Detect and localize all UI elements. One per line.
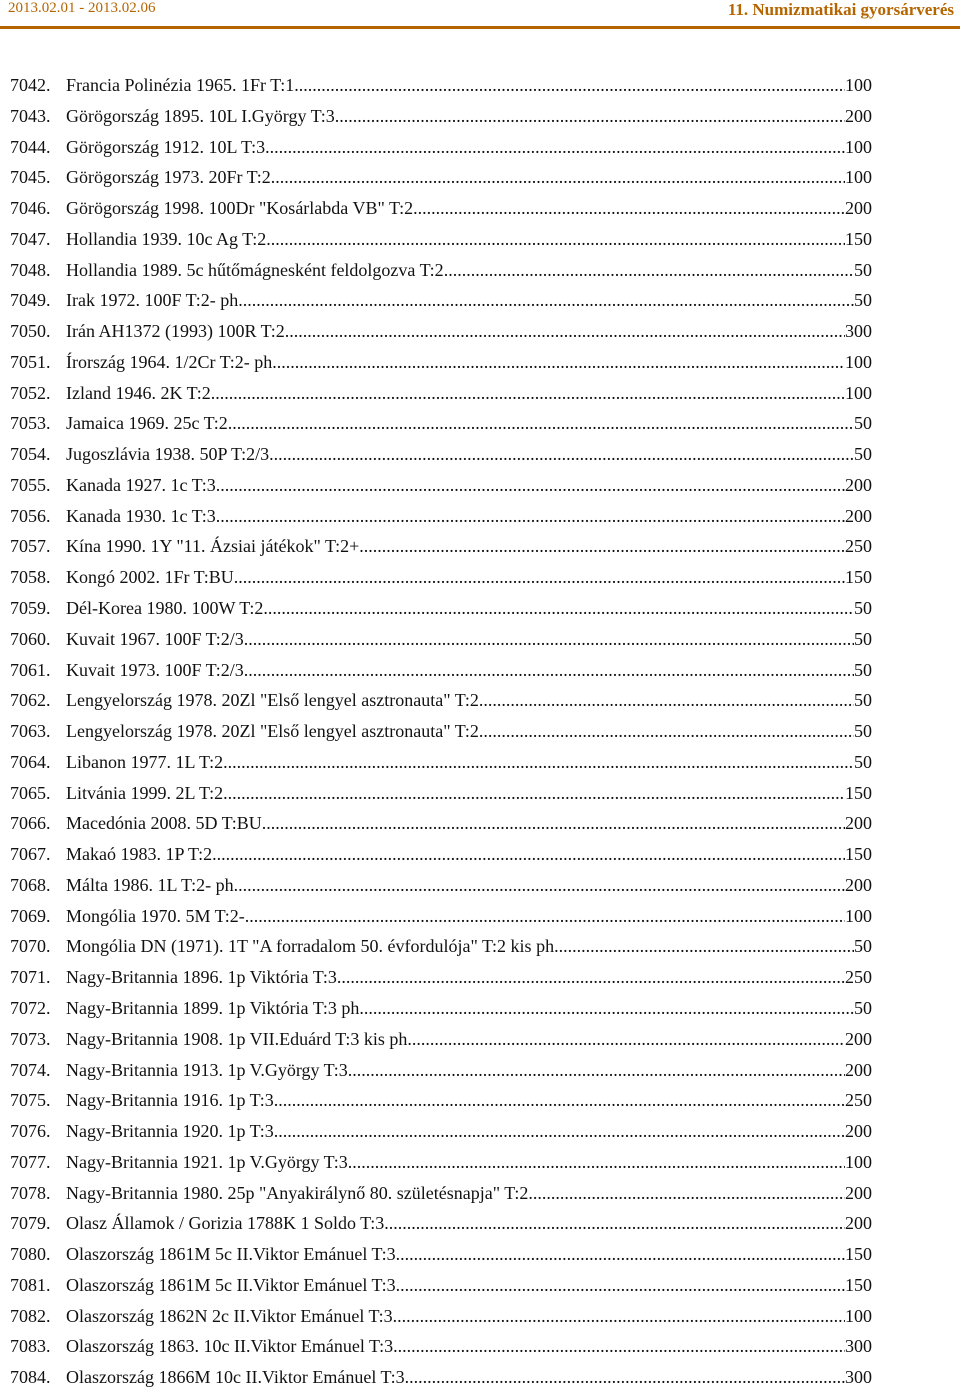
- lot-number: 7080.: [10, 1244, 51, 1265]
- lot-row: [10, 347, 872, 378]
- lot-description: Jugoszlávia 1938. 50P T:2/3: [66, 444, 270, 465]
- lot-number: 7051.: [10, 351, 51, 372]
- lot-number: 7071.: [10, 967, 51, 988]
- lot-row: [10, 839, 872, 870]
- dot-leader: [405, 1362, 845, 1393]
- lot-number: 7076.: [10, 1121, 51, 1142]
- dot-leader: [359, 531, 845, 562]
- lot-description: Nagy-Britannia 1908. 1p VII.Eduárd T:3 kis ph.: [66, 1028, 412, 1049]
- lot-description: Kanada 1930. 1c T:3: [66, 505, 216, 526]
- lot-description: Hollandia 1989. 5c hűtőmágnesként feldolgozva T:2: [66, 259, 444, 280]
- lot-starting-price: 50: [854, 751, 872, 772]
- lot-number: 7062.: [10, 690, 51, 711]
- lot-number: 7068.: [10, 874, 51, 895]
- dot-leader: [223, 747, 854, 778]
- lot-description: Görögország 1973. 20Fr T:2: [66, 167, 271, 188]
- lot-number: 7084.: [10, 1367, 51, 1388]
- dot-leader: [274, 1085, 845, 1116]
- dot-leader: [348, 1147, 845, 1178]
- dot-leader: [294, 70, 845, 101]
- lot-description: Mongólia DN (1971). 1T "A forradalom 50. évfordulója" T:2 kis ph.: [66, 936, 559, 957]
- lot-starting-price: 200: [845, 1213, 872, 1234]
- lot-number: 7065.: [10, 782, 51, 803]
- dot-leader: [244, 655, 854, 686]
- lot-description: Hollandia 1939. 10c Ag T:2: [66, 228, 267, 249]
- lot-row: [10, 1178, 872, 1209]
- lot-row: [10, 685, 872, 716]
- lot-description: Görögország 1895. 10L I.György T:3: [66, 105, 335, 126]
- lot-description: Litvánia 1999. 2L T:2: [66, 782, 224, 803]
- lot-number: 7064.: [10, 751, 51, 772]
- lot-number: 7049.: [10, 290, 51, 311]
- dot-leader: [234, 562, 845, 593]
- dot-leader: [479, 716, 854, 747]
- lot-starting-price: 100: [845, 351, 872, 372]
- lot-row: [10, 1024, 872, 1055]
- lot-description: Olaszország 1862N 2c II.Viktor Emánuel T:3: [66, 1305, 393, 1326]
- lot-description: Mongólia 1970. 5M T:2-: [66, 905, 245, 926]
- lot-description: Lengyelország 1978. 20Zl "Első lengyel asztronauta" T:2: [66, 721, 479, 742]
- lot-starting-price: 200: [845, 105, 872, 126]
- lot-number: 7052.: [10, 382, 51, 403]
- lot-row: [10, 1331, 872, 1362]
- lot-starting-price: 100: [845, 905, 872, 926]
- lot-number: 7047.: [10, 228, 51, 249]
- lot-starting-price: 200: [845, 474, 872, 495]
- dot-leader: [479, 685, 854, 716]
- lot-description: Nagy-Britannia 1899. 1p Viktória T:3 ph.: [66, 997, 364, 1018]
- lot-row: [10, 870, 872, 901]
- lot-row: [10, 408, 872, 439]
- lot-number: 7070.: [10, 936, 51, 957]
- lot-number: 7082.: [10, 1305, 51, 1326]
- lot-row: [10, 962, 872, 993]
- dot-leader: [528, 1178, 845, 1209]
- lot-description: Nagy-Britannia 1980. 25p "Anyakirálynő 80. születésnapja" T:2: [66, 1182, 529, 1203]
- lot-starting-price: 100: [845, 136, 872, 157]
- lot-row: [10, 1362, 872, 1393]
- lot-description: Libanon 1977. 1L T:2: [66, 751, 224, 772]
- lot-starting-price: 250: [845, 536, 872, 557]
- lot-row: [10, 162, 872, 193]
- lot-number: 7044.: [10, 136, 51, 157]
- dot-leader: [245, 901, 845, 932]
- dot-leader: [266, 224, 845, 255]
- lot-number: 7081.: [10, 1274, 51, 1295]
- lot-number: 7053.: [10, 413, 51, 434]
- lot-starting-price: 50: [854, 413, 872, 434]
- lot-row: [10, 993, 872, 1024]
- lot-description: Makaó 1983. 1P T:2: [66, 844, 213, 865]
- lot-description: Macedónia 2008. 5D T:BU: [66, 813, 262, 834]
- lot-number: 7077.: [10, 1151, 51, 1172]
- lot-starting-price: 100: [845, 1151, 872, 1172]
- lot-starting-price: 150: [845, 1274, 872, 1295]
- lot-description: Olaszország 1863. 10c II.Viktor Emánuel T:3: [66, 1336, 394, 1357]
- lot-starting-price: 150: [845, 567, 872, 588]
- lot-description: Nagy-Britannia 1916. 1p T:3: [66, 1090, 274, 1111]
- lot-description: Kuvait 1967. 100F T:2/3: [66, 628, 244, 649]
- lot-row: [10, 1116, 872, 1147]
- dot-leader: [244, 624, 854, 655]
- dot-leader: [444, 255, 854, 286]
- dot-leader: [277, 347, 845, 378]
- dot-leader: [393, 1301, 845, 1332]
- lot-starting-price: 200: [845, 505, 872, 526]
- lot-description: Lengyelország 1978. 20Zl "Első lengyel asztronauta" T:2: [66, 690, 479, 711]
- lot-description: Írország 1964. 1/2Cr T:2- ph.: [66, 351, 277, 372]
- lot-row: [10, 1055, 872, 1086]
- dot-leader: [265, 132, 845, 163]
- lot-number: 7058.: [10, 567, 51, 588]
- lot-number: 7072.: [10, 997, 51, 1018]
- lot-description: Nagy-Britannia 1920. 1p T:3: [66, 1121, 274, 1142]
- lot-starting-price: 200: [845, 198, 872, 219]
- lot-starting-price: 50: [854, 444, 872, 465]
- lot-row: [10, 716, 872, 747]
- lot-row: [10, 1147, 872, 1178]
- lot-starting-price: 300: [845, 1336, 872, 1357]
- lot-row: [10, 378, 872, 409]
- lot-number: 7046.: [10, 198, 51, 219]
- lot-description: Irán AH1372 (1993) 100R T:2: [66, 321, 285, 342]
- lot-number: 7056.: [10, 505, 51, 526]
- dot-leader: [228, 408, 854, 439]
- lot-row: [10, 70, 872, 101]
- lot-row: [10, 778, 872, 809]
- lot-starting-price: 50: [854, 259, 872, 280]
- lot-starting-price: 250: [845, 967, 872, 988]
- lot-starting-price: 200: [845, 874, 872, 895]
- lot-starting-price: 100: [845, 167, 872, 188]
- lot-row: [10, 747, 872, 778]
- lot-starting-price: 150: [845, 228, 872, 249]
- lot-number: 7079.: [10, 1213, 51, 1234]
- lot-starting-price: 50: [854, 628, 872, 649]
- lot-row: [10, 255, 872, 286]
- page-header: [0, 0, 960, 26]
- lot-starting-price: 50: [854, 721, 872, 742]
- dot-leader: [559, 931, 854, 962]
- lot-starting-price: 100: [845, 75, 872, 95]
- dot-leader: [212, 839, 845, 870]
- lot-description: Olaszország 1861M 5c II.Viktor Emánuel T:3: [66, 1274, 396, 1295]
- lot-row: [10, 501, 872, 532]
- lot-number: 7055.: [10, 474, 51, 495]
- lot-description: Francia Polinézia 1965. 1Fr T:1: [66, 75, 295, 95]
- lot-list: [10, 70, 872, 1393]
- dot-leader: [348, 1055, 845, 1086]
- lot-starting-price: 200: [845, 1059, 872, 1080]
- lot-description: Olasz Államok / Gorizia 1788K 1 Soldo T:3: [66, 1213, 385, 1234]
- lot-number: 7050.: [10, 321, 51, 342]
- lot-starting-price: 50: [854, 598, 872, 619]
- lot-row: [10, 808, 872, 839]
- dot-leader: [393, 1331, 845, 1362]
- dot-leader: [211, 378, 845, 409]
- lot-row: [10, 1239, 872, 1270]
- lot-number: 7083.: [10, 1336, 51, 1357]
- lot-number: 7069.: [10, 905, 51, 926]
- lot-number: 7045.: [10, 167, 51, 188]
- lot-number: 7042.: [10, 75, 51, 95]
- lot-starting-price: 50: [854, 997, 872, 1018]
- auction-title: 11. Numizmatikai gyorsárverés: [727, 0, 954, 19]
- lot-starting-price: 300: [845, 321, 872, 342]
- lot-description: Nagy-Britannia 1913. 1p V.György T:3: [66, 1059, 348, 1080]
- lot-row: [10, 285, 872, 316]
- lot-description: Dél-Korea 1980. 100W T:2: [66, 598, 264, 619]
- dot-leader: [243, 285, 854, 316]
- lot-row: [10, 1085, 872, 1116]
- auction-date-range: 2013.02.01 - 2013.02.06: [8, 0, 156, 16]
- lot-description: Kuvait 1973. 100F T:2/3: [66, 659, 244, 680]
- dot-leader: [412, 1024, 845, 1055]
- lot-description: Nagy-Britannia 1921. 1p V.György T:3: [66, 1151, 348, 1172]
- dot-leader: [238, 870, 845, 901]
- lot-number: 7075.: [10, 1090, 51, 1111]
- lot-number: 7078.: [10, 1182, 51, 1203]
- dot-leader: [216, 501, 845, 532]
- dot-leader: [384, 1208, 845, 1239]
- dot-leader: [263, 593, 854, 624]
- lot-row: [10, 562, 872, 593]
- lot-row: [10, 193, 872, 224]
- dot-leader: [335, 101, 845, 132]
- lot-row: [10, 101, 872, 132]
- dot-leader: [271, 162, 845, 193]
- lot-description: Irak 1972. 100F T:2- ph.: [66, 290, 243, 311]
- lot-starting-price: 250: [845, 1090, 872, 1111]
- lot-description: Izland 1946. 2K T:2: [66, 382, 211, 403]
- lot-description: Jamaica 1969. 25c T:2: [66, 413, 228, 434]
- dot-leader: [269, 439, 854, 470]
- lot-number: 7059.: [10, 598, 51, 619]
- lot-number: 7048.: [10, 259, 51, 280]
- dot-leader: [285, 316, 845, 347]
- lot-number: 7074.: [10, 1059, 51, 1080]
- lot-number: 7073.: [10, 1028, 51, 1049]
- lot-starting-price: 50: [854, 690, 872, 711]
- lot-number: 7060.: [10, 628, 51, 649]
- lot-number: 7054.: [10, 444, 51, 465]
- lot-description: Kongó 2002. 1Fr T:BU: [66, 567, 234, 588]
- lot-row: [10, 655, 872, 686]
- lot-starting-price: 150: [845, 844, 872, 865]
- lot-starting-price: 50: [854, 290, 872, 311]
- dot-leader: [396, 1270, 845, 1301]
- dot-leader: [262, 808, 845, 839]
- lot-description: Olaszország 1861M 5c II.Viktor Emánuel T:3: [66, 1244, 396, 1265]
- lot-starting-price: 200: [845, 1121, 872, 1142]
- lot-number: 7066.: [10, 813, 51, 834]
- lot-row: [10, 931, 872, 962]
- lot-starting-price: 300: [845, 1367, 872, 1388]
- lot-number: 7057.: [10, 536, 51, 557]
- lot-description: Olaszország 1866M 10c II.Viktor Emánuel T:3: [66, 1367, 405, 1388]
- lot-starting-price: 200: [845, 1028, 872, 1049]
- lot-starting-price: 150: [845, 782, 872, 803]
- lot-row: [10, 316, 872, 347]
- dot-leader: [223, 778, 845, 809]
- lot-description: Kína 1990. 1Y "11. Ázsiai játékok" T:2+: [66, 536, 360, 557]
- lot-row: [10, 224, 872, 255]
- dot-leader: [274, 1116, 845, 1147]
- lot-starting-price: 200: [845, 813, 872, 834]
- lot-number: 7067.: [10, 844, 51, 865]
- lot-number: 7063.: [10, 721, 51, 742]
- lot-starting-price: 100: [845, 382, 872, 403]
- lot-row: [10, 531, 872, 562]
- lot-row: [10, 624, 872, 655]
- lot-row: [10, 1208, 872, 1239]
- lot-description: Málta 1986. 1L T:2- ph.: [66, 874, 239, 895]
- lot-row: [10, 439, 872, 470]
- dot-leader: [216, 470, 845, 501]
- dot-leader: [364, 993, 854, 1024]
- lot-row: [10, 901, 872, 932]
- lot-starting-price: 50: [854, 659, 872, 680]
- lot-starting-price: 50: [854, 936, 872, 957]
- lot-description: Görögország 1998. 100Dr "Kosárlabda VB" T:2: [66, 198, 414, 219]
- lot-description: Nagy-Britannia 1896. 1p Viktória T:3: [66, 967, 337, 988]
- lot-row: [10, 1270, 872, 1301]
- lot-starting-price: 200: [845, 1182, 872, 1203]
- dot-leader: [396, 1239, 845, 1270]
- header-divider: [0, 26, 960, 29]
- lot-row: [10, 470, 872, 501]
- lot-number: 7061.: [10, 659, 51, 680]
- dot-leader: [413, 193, 845, 224]
- lot-starting-price: 150: [845, 1244, 872, 1265]
- dot-leader: [337, 962, 845, 993]
- lot-starting-price: 100: [845, 1305, 872, 1326]
- lot-number: 7043.: [10, 105, 51, 126]
- lot-row: [10, 1301, 872, 1332]
- lot-description: Kanada 1927. 1c T:3: [66, 474, 216, 495]
- lot-description: Görögország 1912. 10L T:3: [66, 136, 266, 157]
- lot-row: [10, 132, 872, 163]
- lot-row: [10, 593, 872, 624]
